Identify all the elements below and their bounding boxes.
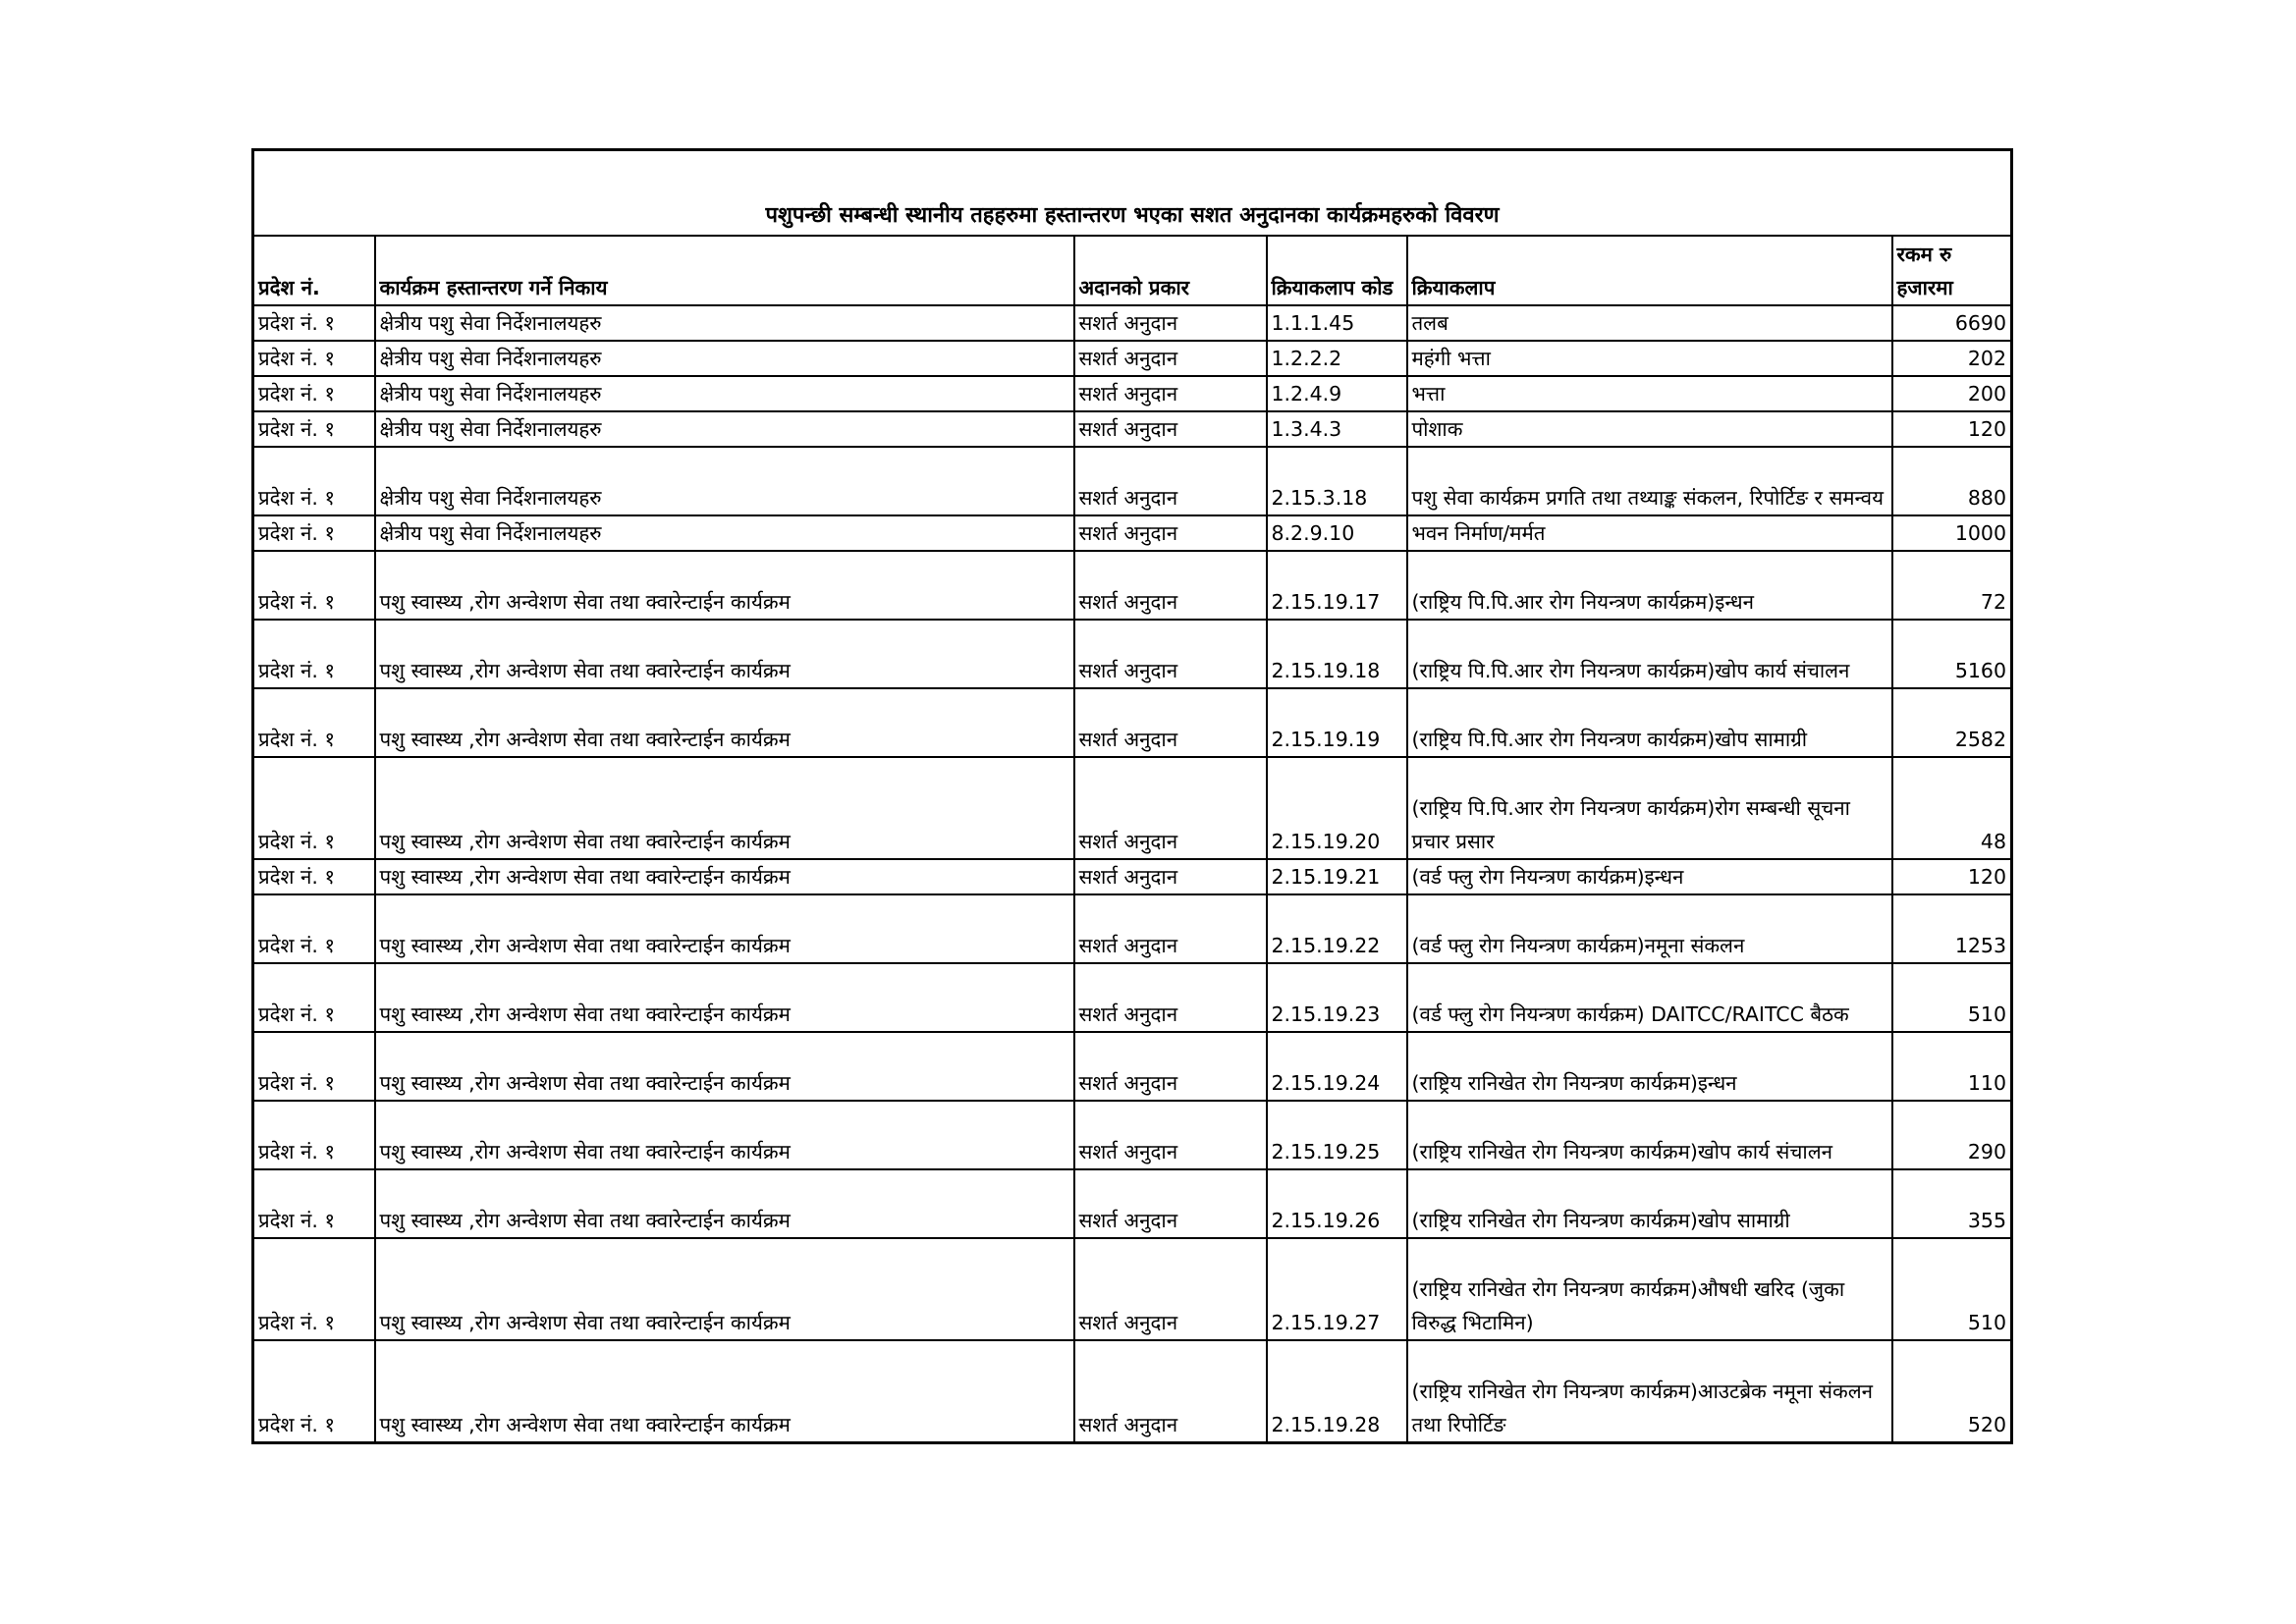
cell-activity-code: 2.15.19.23 [1267,963,1407,1032]
cell-province: प्रदेश नं. १ [253,963,375,1032]
cell-amount: 6690 [1892,305,2012,341]
table-row [253,1032,2012,1101]
table-row [253,1238,2012,1340]
cell-activity-code: 2.15.19.26 [1267,1169,1407,1238]
cell-amount: 1253 [1892,894,2012,963]
cell-activity: (राष्ट्रिय पि.पि.आर रोग नियन्त्रण कार्यक्रम)खोप सामाग्री [1407,688,1892,757]
cell-province: प्रदेश नं. १ [253,894,375,963]
cell-agency: पशु स्वास्थ्य ,रोग अन्वेशण सेवा तथा क्वारेन्टाईन कार्यक्रम [375,859,1074,894]
cell-province: प्रदेश नं. १ [253,305,375,341]
cell-agency: क्षेत्रीय पशु सेवा निर्देशनालयहरु [375,411,1074,447]
cell-amount: 510 [1892,963,2012,1032]
cell-province: प्रदेश नं. १ [253,620,375,688]
cell-grant-type: सशर्त अनुदान [1074,447,1267,515]
table-row [253,341,2012,376]
cell-grant-type: सशर्त अनुदान [1074,1169,1267,1238]
cell-amount: 355 [1892,1169,2012,1238]
cell-agency: पशु स्वास्थ्य ,रोग अन्वेशण सेवा तथा क्वारेन्टाईन कार्यक्रम [375,1340,1074,1443]
cell-province: प्रदेश नं. १ [253,859,375,894]
cell-activity-code: 8.2.9.10 [1267,515,1407,551]
cell-activity: पशु सेवा कार्यक्रम प्रगति तथा तथ्याङ्क संकलन, रिपोर्टिङ र समन्वय [1407,447,1892,515]
cell-amount: 120 [1892,859,2012,894]
cell-grant-type: सशर्त अनुदान [1074,1101,1267,1169]
cell-activity-code: 1.2.4.9 [1267,376,1407,411]
cell-agency: पशु स्वास्थ्य ,रोग अन्वेशण सेवा तथा क्वारेन्टाईन कार्यक्रम [375,894,1074,963]
cell-activity: (वर्ड फ्लु रोग नियन्त्रण कार्यक्रम)इन्धन [1407,859,1892,894]
cell-activity-code: 2.15.3.18 [1267,447,1407,515]
table-row [253,963,2012,1032]
title-row [253,150,2012,237]
cell-agency: क्षेत्रीय पशु सेवा निर्देशनालयहरु [375,376,1074,411]
table-row [253,620,2012,688]
cell-grant-type: सशर्त अनुदान [1074,894,1267,963]
cell-agency: क्षेत्रीय पशु सेवा निर्देशनालयहरु [375,515,1074,551]
cell-grant-type: सशर्त अनुदान [1074,376,1267,411]
header-agency: कार्यक्रम हस्तान्तरण गर्ने निकाय [375,236,1074,305]
cell-grant-type: सशर्त अनुदान [1074,963,1267,1032]
table-row [253,1169,2012,1238]
cell-activity: महंगी भत्ता [1407,341,1892,376]
cell-grant-type: सशर्त अनुदान [1074,305,1267,341]
table-row [253,551,2012,620]
header-activity-code: क्रियाकलाप कोड [1267,236,1407,305]
cell-activity-code: 2.15.19.25 [1267,1101,1407,1169]
cell-amount: 510 [1892,1238,2012,1340]
cell-agency: पशु स्वास्थ्य ,रोग अन्वेशण सेवा तथा क्वारेन्टाईन कार्यक्रम [375,1032,1074,1101]
cell-agency: पशु स्वास्थ्य ,रोग अन्वेशण सेवा तथा क्वारेन्टाईन कार्यक्रम [375,620,1074,688]
header-province: प्रदेश नं. [253,236,375,305]
cell-activity-code: 1.3.4.3 [1267,411,1407,447]
cell-amount: 880 [1892,447,2012,515]
table-row [253,757,2012,859]
cell-grant-type: सशर्त अनुदान [1074,1238,1267,1340]
cell-agency: पशु स्वास्थ्य ,रोग अन्वेशण सेवा तथा क्वारेन्टाईन कार्यक्रम [375,1238,1074,1340]
cell-agency: पशु स्वास्थ्य ,रोग अन्वेशण सेवा तथा क्वारेन्टाईन कार्यक्रम [375,1101,1074,1169]
cell-grant-type: सशर्त अनुदान [1074,1340,1267,1443]
cell-grant-type: सशर्त अनुदान [1074,859,1267,894]
header-amount: रकम रु हजारमा [1892,236,2012,305]
table-row [253,447,2012,515]
cell-province: प्रदेश नं. १ [253,1101,375,1169]
table-row [253,859,2012,894]
cell-activity: (वर्ड फ्लु रोग नियन्त्रण कार्यक्रम)नमूना संकलन [1407,894,1892,963]
cell-amount: 48 [1892,757,2012,859]
cell-activity-code: 1.1.1.45 [1267,305,1407,341]
cell-grant-type: सशर्त अनुदान [1074,341,1267,376]
cell-activity: (वर्ड फ्लु रोग नियन्त्रण कार्यक्रम) DAITCC/RAITCC बैठक [1407,963,1892,1032]
cell-amount: 1000 [1892,515,2012,551]
cell-activity: (राष्ट्रिय रानिखेत रोग नियन्त्रण कार्यक्रम)आउटब्रेक नमूना संकलन तथा रिपोर्टिङ [1407,1340,1892,1443]
cell-agency: पशु स्वास्थ्य ,रोग अन्वेशण सेवा तथा क्वारेन्टाईन कार्यक्रम [375,688,1074,757]
cell-amount: 5160 [1892,620,2012,688]
cell-agency: पशु स्वास्थ्य ,रोग अन्वेशण सेवा तथा क्वारेन्टाईन कार्यक्रम [375,1169,1074,1238]
cell-activity-code: 2.15.19.18 [1267,620,1407,688]
cell-amount: 72 [1892,551,2012,620]
cell-activity: (राष्ट्रिय रानिखेत रोग नियन्त्रण कार्यक्रम)खोप कार्य संचालन [1407,1101,1892,1169]
cell-grant-type: सशर्त अनुदान [1074,688,1267,757]
cell-activity: (राष्ट्रिय रानिखेत रोग नियन्त्रण कार्यक्रम)खोप सामाग्री [1407,1169,1892,1238]
grant-program-table [251,148,2013,1444]
cell-activity: (राष्ट्रिय पि.पि.आर रोग नियन्त्रण कार्यक्रम)इन्धन [1407,551,1892,620]
cell-agency: पशु स्वास्थ्य ,रोग अन्वेशण सेवा तथा क्वारेन्टाईन कार्यक्रम [375,757,1074,859]
cell-activity-code: 2.15.19.20 [1267,757,1407,859]
header-activity: क्रियाकलाप [1407,236,1892,305]
cell-activity-code: 2.15.19.27 [1267,1238,1407,1340]
cell-amount: 202 [1892,341,2012,376]
cell-activity: (राष्ट्रिय पि.पि.आर रोग नियन्त्रण कार्यक्रम)खोप कार्य संचालन [1407,620,1892,688]
cell-activity: भत्ता [1407,376,1892,411]
table-title: पशुपन्छी सम्बन्धी स्थानीय तहहरुमा हस्तान्तरण भएका सशत अनुदानका कार्यक्रमहरुको विवरण [253,150,2012,237]
cell-grant-type: सशर्त अनुदान [1074,1032,1267,1101]
header-grant-type: अदानको प्रकार [1074,236,1267,305]
cell-amount: 120 [1892,411,2012,447]
cell-amount: 200 [1892,376,2012,411]
cell-activity-code: 2.15.19.28 [1267,1340,1407,1443]
cell-amount: 290 [1892,1101,2012,1169]
table-row [253,305,2012,341]
cell-activity: भवन निर्माण/मर्मत [1407,515,1892,551]
cell-grant-type: सशर्त अनुदान [1074,551,1267,620]
table-row [253,688,2012,757]
cell-activity-code: 2.15.19.21 [1267,859,1407,894]
cell-activity: पोशाक [1407,411,1892,447]
cell-activity-code: 2.15.19.17 [1267,551,1407,620]
cell-agency: क्षेत्रीय पशु सेवा निर्देशनालयहरु [375,305,1074,341]
cell-province: प्रदेश नं. १ [253,1169,375,1238]
cell-province: प्रदेश नं. १ [253,688,375,757]
cell-agency: क्षेत्रीय पशु सेवा निर्देशनालयहरु [375,447,1074,515]
cell-grant-type: सशर्त अनुदान [1074,515,1267,551]
cell-activity: (राष्ट्रिय रानिखेत रोग नियन्त्रण कार्यक्रम)औषधी खरिद (जुका विरुद्ध भिटामिन) [1407,1238,1892,1340]
cell-activity-code: 2.15.19.24 [1267,1032,1407,1101]
cell-agency: पशु स्वास्थ्य ,रोग अन्वेशण सेवा तथा क्वारेन्टाईन कार्यक्रम [375,963,1074,1032]
cell-amount: 110 [1892,1032,2012,1101]
cell-province: प्रदेश नं. १ [253,376,375,411]
cell-activity: (राष्ट्रिय पि.पि.आर रोग नियन्त्रण कार्यक्रम)रोग सम्बन्धी सूचना प्रचार प्रसार [1407,757,1892,859]
header-row [253,236,2012,305]
table-row [253,376,2012,411]
table-row [253,894,2012,963]
table-row [253,1340,2012,1443]
cell-amount: 520 [1892,1340,2012,1443]
cell-province: प्रदेश नं. १ [253,757,375,859]
table-row [253,411,2012,447]
cell-activity-code: 1.2.2.2 [1267,341,1407,376]
cell-province: प्रदेश नं. १ [253,341,375,376]
cell-grant-type: सशर्त अनुदान [1074,757,1267,859]
cell-amount: 2582 [1892,688,2012,757]
cell-agency: क्षेत्रीय पशु सेवा निर्देशनालयहरु [375,341,1074,376]
cell-agency: पशु स्वास्थ्य ,रोग अन्वेशण सेवा तथा क्वारेन्टाईन कार्यक्रम [375,551,1074,620]
cell-grant-type: सशर्त अनुदान [1074,411,1267,447]
cell-province: प्रदेश नं. १ [253,411,375,447]
cell-activity: (राष्ट्रिय रानिखेत रोग नियन्त्रण कार्यक्रम)इन्धन [1407,1032,1892,1101]
cell-province: प्रदेश नं. १ [253,1238,375,1340]
cell-province: प्रदेश नं. १ [253,1340,375,1443]
table-row [253,515,2012,551]
cell-activity: तलब [1407,305,1892,341]
cell-activity-code: 2.15.19.22 [1267,894,1407,963]
cell-activity-code: 2.15.19.19 [1267,688,1407,757]
table-row [253,1101,2012,1169]
cell-grant-type: सशर्त अनुदान [1074,620,1267,688]
cell-province: प्रदेश नं. १ [253,551,375,620]
cell-province: प्रदेश नं. १ [253,447,375,515]
cell-province: प्रदेश नं. १ [253,1032,375,1101]
document-sheet [251,148,2010,1444]
cell-province: प्रदेश नं. १ [253,515,375,551]
